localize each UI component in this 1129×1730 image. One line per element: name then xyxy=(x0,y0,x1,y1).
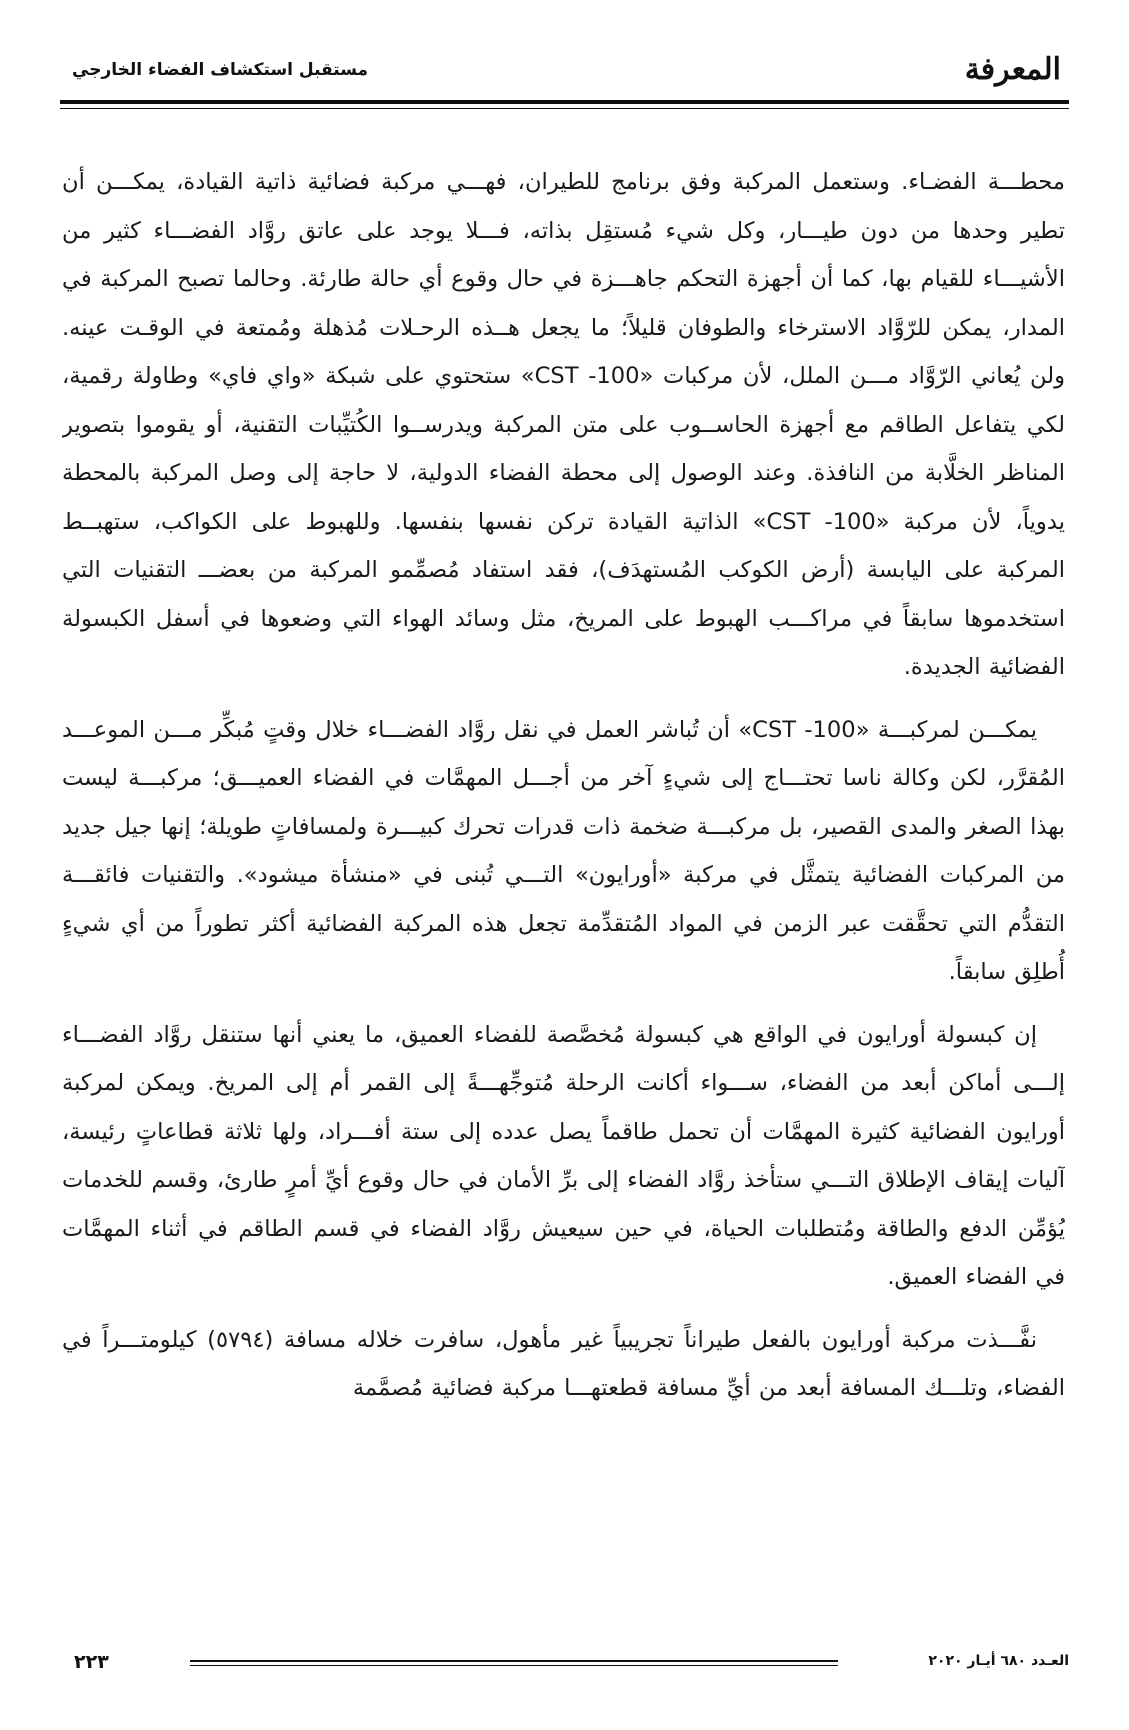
page-header xyxy=(60,52,1069,98)
paragraph-1: محطـــة الفضـاء. وستعمل المركبة وفق برنامج للطيران، فهـــي مركبة فضائية ذاتية القيادة، يمكـــن أن تطير وحدها من دون طيـــار، وكل شيء مُستقِل بذاته، فـــلا يوجد على عاتق روَّاد الفضـــاء كثير من الأشيـــاء للقيام بها، كما أن أجهزة التحكم جاهـــزة في حال وقوع أي حالة طارئة. وحالما تصبح المركبة في المدار، يمكن للرّوَّاد الاسترخاء والطوفان قليلاً؛ ما يجعل هــذه الرحـلات مُذهلة ومُمتعة في الوقـت عينه. ولن يُعاني الرّوَّاد مـــن الملل، لأن مركبات «CST -100» ستحتوي على شبكة «واي فاي» وطاولة رقمية، لكي يتفاعل الطاقم مع أجهزة الحاســوب على متن المركبة ويدرســوا الكُتيِّبات التقنية، أو يقوموا بتصوير المناظر الخلَّابة من النافذة. وعند الوصول إلى محطة الفضاء الدولية، لا حاجة إلى وصل المركبة بالمحطة يدوياً، لأن مركبة «CST -100» الذاتية القيادة تركن نفسها بنفسها. وللهبوط على الكواكب، ستهبــط المركبة على اليابسة (أرض الكوكب المُستهدَف)، فقد استفاد مُصمِّمو المركبة من بعضـــ التقنيات التي استخدموها سابقاً في مراكـــب الهبوط على المريخ، مثل وسائد الهواء التي وضعوها في أسفل الكبسولة الفضائية الجديدة. xyxy=(62,169,1065,680)
paragraph-2: يمكـــن لمركبـــة «CST -100» أن تُباشر العمل في نقل روَّاد الفضـــاء خلال وقتٍ مُبكِّر مـــن الموعـــد المُقرَّر، لكن وكالة ناسا تحتـــاج إلى شيءٍ آخر من أجـــل المهمَّات في الفضاء العميـــق؛ مركبـــة ليست بهذا الصغر والمدى القصير، بل مركبـــة ضخمة ذات قدرات تحرك كبيـــرة ولمسافاتٍ طويلة؛ إنها جيل جديد من المركبات الفضائية يتمثَّل في مركبة «أورايون» التـــي تُبنى في «منشأة ميشود». والتقنيات فائقـــة التقدُّم التي تحقَّقت عبر الزمن في المواد المُتقدِّمة تجعل هذه المركبة الفضائية أكثر تطوراً من أي شيءٍ أُطلِق سابقاً. xyxy=(62,716,1065,985)
article-body xyxy=(62,158,1065,1608)
header-rule-thin xyxy=(60,108,1069,109)
magazine-logo: المعرفة xyxy=(964,52,1061,87)
footer-rule-thin xyxy=(190,1665,838,1666)
footer-rule-thick xyxy=(190,1660,838,1662)
page-footer xyxy=(60,1651,1069,1675)
header-rule-thick xyxy=(60,100,1069,104)
issue-info: العـدد ٦٨٠ أيـار ٢٠٢٠ xyxy=(928,1653,1069,1669)
running-title: مستقبل استكشاف الفضاء الخارجي xyxy=(72,60,369,80)
page-number: ٢٢٣ xyxy=(74,1651,109,1673)
paragraph-4: نفَّـــذت مركبة أورايون بالفعل طيراناً تجريبياً غير مأهول، سافرت خلاله مسافة (٥٧٩٤) كيلومتـــراً في الفضاء، وتلـــك المسافة أبعد من أيِّ مسافة قطعتهـــا مركبة فضائية مُصمَّمة xyxy=(62,1326,1065,1401)
paragraph-3: إن كبسولة أورايون في الواقع هي كبسولة مُخصَّصة للفضاء العميق، ما يعني أنها ستنقل روَّاد الفضـــاء إلـــى أماكن أبعد من الفضاء، ســـواء أكانت الرحلة مُتوجِّهـــةً إلى القمر أم إلى المريخ. ويمكن لمركبة أورايون الفضائية كثيرة المهمَّات أن تحمل طاقماً يصل عدده إلى ستة أفـــراد، ولها ثلاثة قطاعاتٍ رئيسة، آليات إيقاف الإطلاق التـــي ستأخذ روَّاد الفضاء إلى برِّ الأمان في حال وقوع أيِّ أمرٍ طارئ، وقسم للخدمات يُؤمِّن الدفع والطاقة ومُتطلبات الحياة، في حين سيعيش روَّاد الفضاء في قسم الطاقم في أثناء المهمَّات في الفضاء العميق. xyxy=(62,1021,1065,1290)
